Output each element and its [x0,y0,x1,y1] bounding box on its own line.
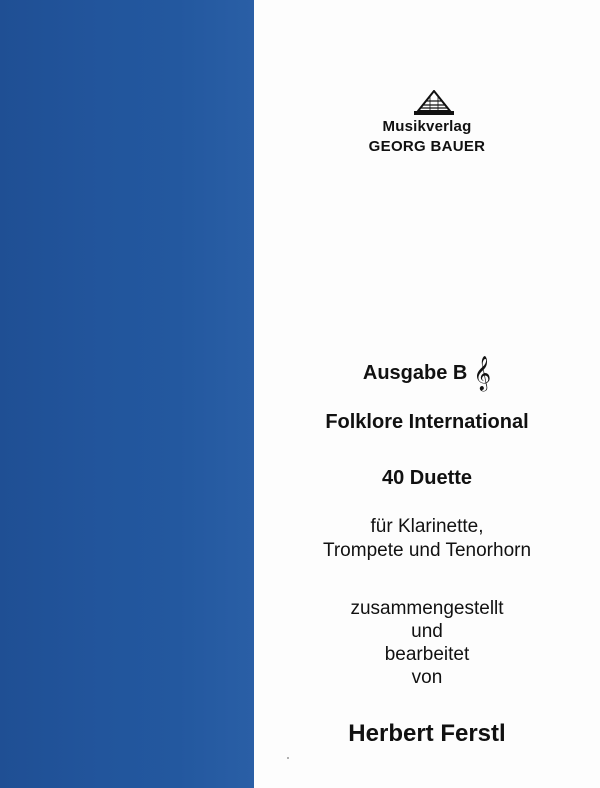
arranger-credit [254,597,600,689]
instrumentation [254,515,600,563]
pyramid-logo-icon [414,90,454,116]
publisher-owner: GEORG BAUER [368,138,486,155]
book-subtitle: 40 Duette [381,467,473,489]
edition-line [254,356,600,391]
credit-line: bearbeitet [384,644,470,665]
publisher-name: Musikverlag [382,118,472,135]
credit-line: zusammengestellt [350,598,504,619]
book-title: Folklore International [325,411,529,433]
speck [287,757,289,759]
credit-line: von [411,667,443,688]
blue-side-band [0,0,254,788]
edition-label: Ausgabe B [362,362,468,384]
credit-line: und [411,621,443,642]
treble-clef-icon: 𝄞 [473,356,492,391]
instrument-line: Trompete und Tenorhorn [322,540,532,561]
cover-text-column [254,0,600,788]
instrument-line: für Klarinette, [370,516,484,537]
author-name: Herbert Ferstl [348,720,506,747]
